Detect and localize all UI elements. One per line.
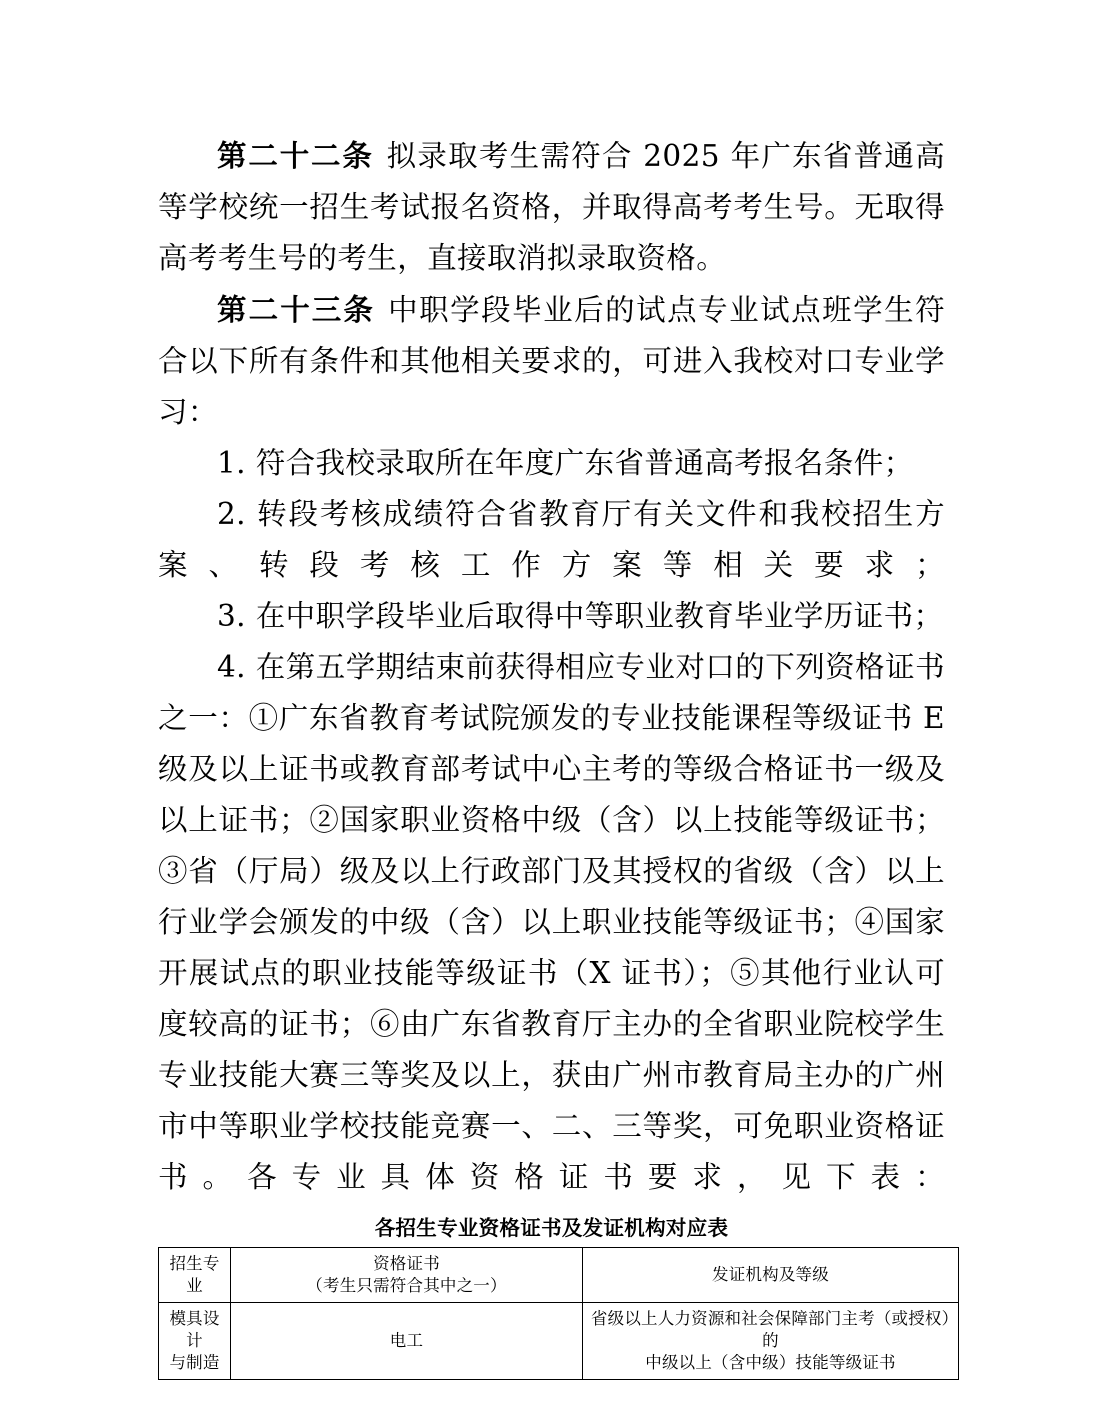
article-22-label: 第二十二条 [217,138,374,173]
table-header-row [159,1248,959,1303]
document-body [158,130,945,1203]
article-22-paragraph [158,130,945,284]
table-header-certificate-line1: 资格证书 [373,1254,440,1273]
list-item-4: 4. 在第五学期结束前获得相应专业对口的下列资格证书之一：①广东省教育考试院颁发的专业技能课程等级证书 E 级及以上证书或教育部考试中心主考的等级合格证书一级及以上证书；②国家职业资格中级（含）以上技能等级证书；③省（厅局）级及以上行政部门及其授权的省级（含）以上行业学会颁发的中级（含）以上职业技能等级证书；④国家开展试点的职业技能等级证书（X 证书）；⑤其他行业认可度较高的证书；⑥由广东省教育厅主办的全省职业院校学生专业技能大赛三等奖及以上，获由广州市教育局主办的广州市中等职业学校技能竞赛一、二、三等奖，可免职业资格证书。各专业具体资格证书要求，见下表： [158,650,945,1194]
article-23-paragraph [158,284,945,438]
table-header-certificate [231,1248,583,1303]
table-cell-organization-line2: 中级以上（含中级）技能等级证书 [645,1353,896,1372]
table-row [159,1303,959,1380]
article-23-text: 中职学段毕业后的试点专业试点班学生符合以下所有条件和其他相关要求的，可进入我校对口专业学习： [158,293,945,429]
list-item-1: 1. 符合我校录取所在年度广东省普通高考报名条件； [217,446,914,480]
list-item-3: 3. 在中职学段毕业后取得中等职业教育毕业学历证书； [217,599,944,633]
list-item-2: 2. 转段考核成绩符合省教育厅有关文件和我校招生方案、转段考核工作方案等相关要求； [158,497,945,582]
table-cell-organization-line1: 省级以上人力资源和社会保障部门主考（或授权）的 [590,1309,951,1350]
table-header-certificate-line2: （考生只需符合其中之一） [306,1276,507,1295]
table-header-organization: 发证机构及等级 [583,1248,959,1303]
table-header-major: 招生专业 [159,1248,231,1303]
table-cell-major-line2: 与制造 [169,1353,220,1372]
certificate-table [158,1247,959,1380]
article-23-label: 第二十三条 [217,292,375,327]
article-22-text: 拟录取考生需符合 2025 年广东省普通高等学校统一招生考试报名资格，并取得高考考生号。无取得高考考生号的考生，直接取消拟录取资格。 [158,139,945,275]
table-title: 各招生专业资格证书及发证机构对应表 [374,1216,729,1240]
table-cell-organization [583,1303,959,1380]
table-cell-certificate: 电工 [231,1303,583,1380]
table-cell-major [159,1303,231,1380]
table-cell-major-line1: 模具设计 [169,1309,220,1350]
